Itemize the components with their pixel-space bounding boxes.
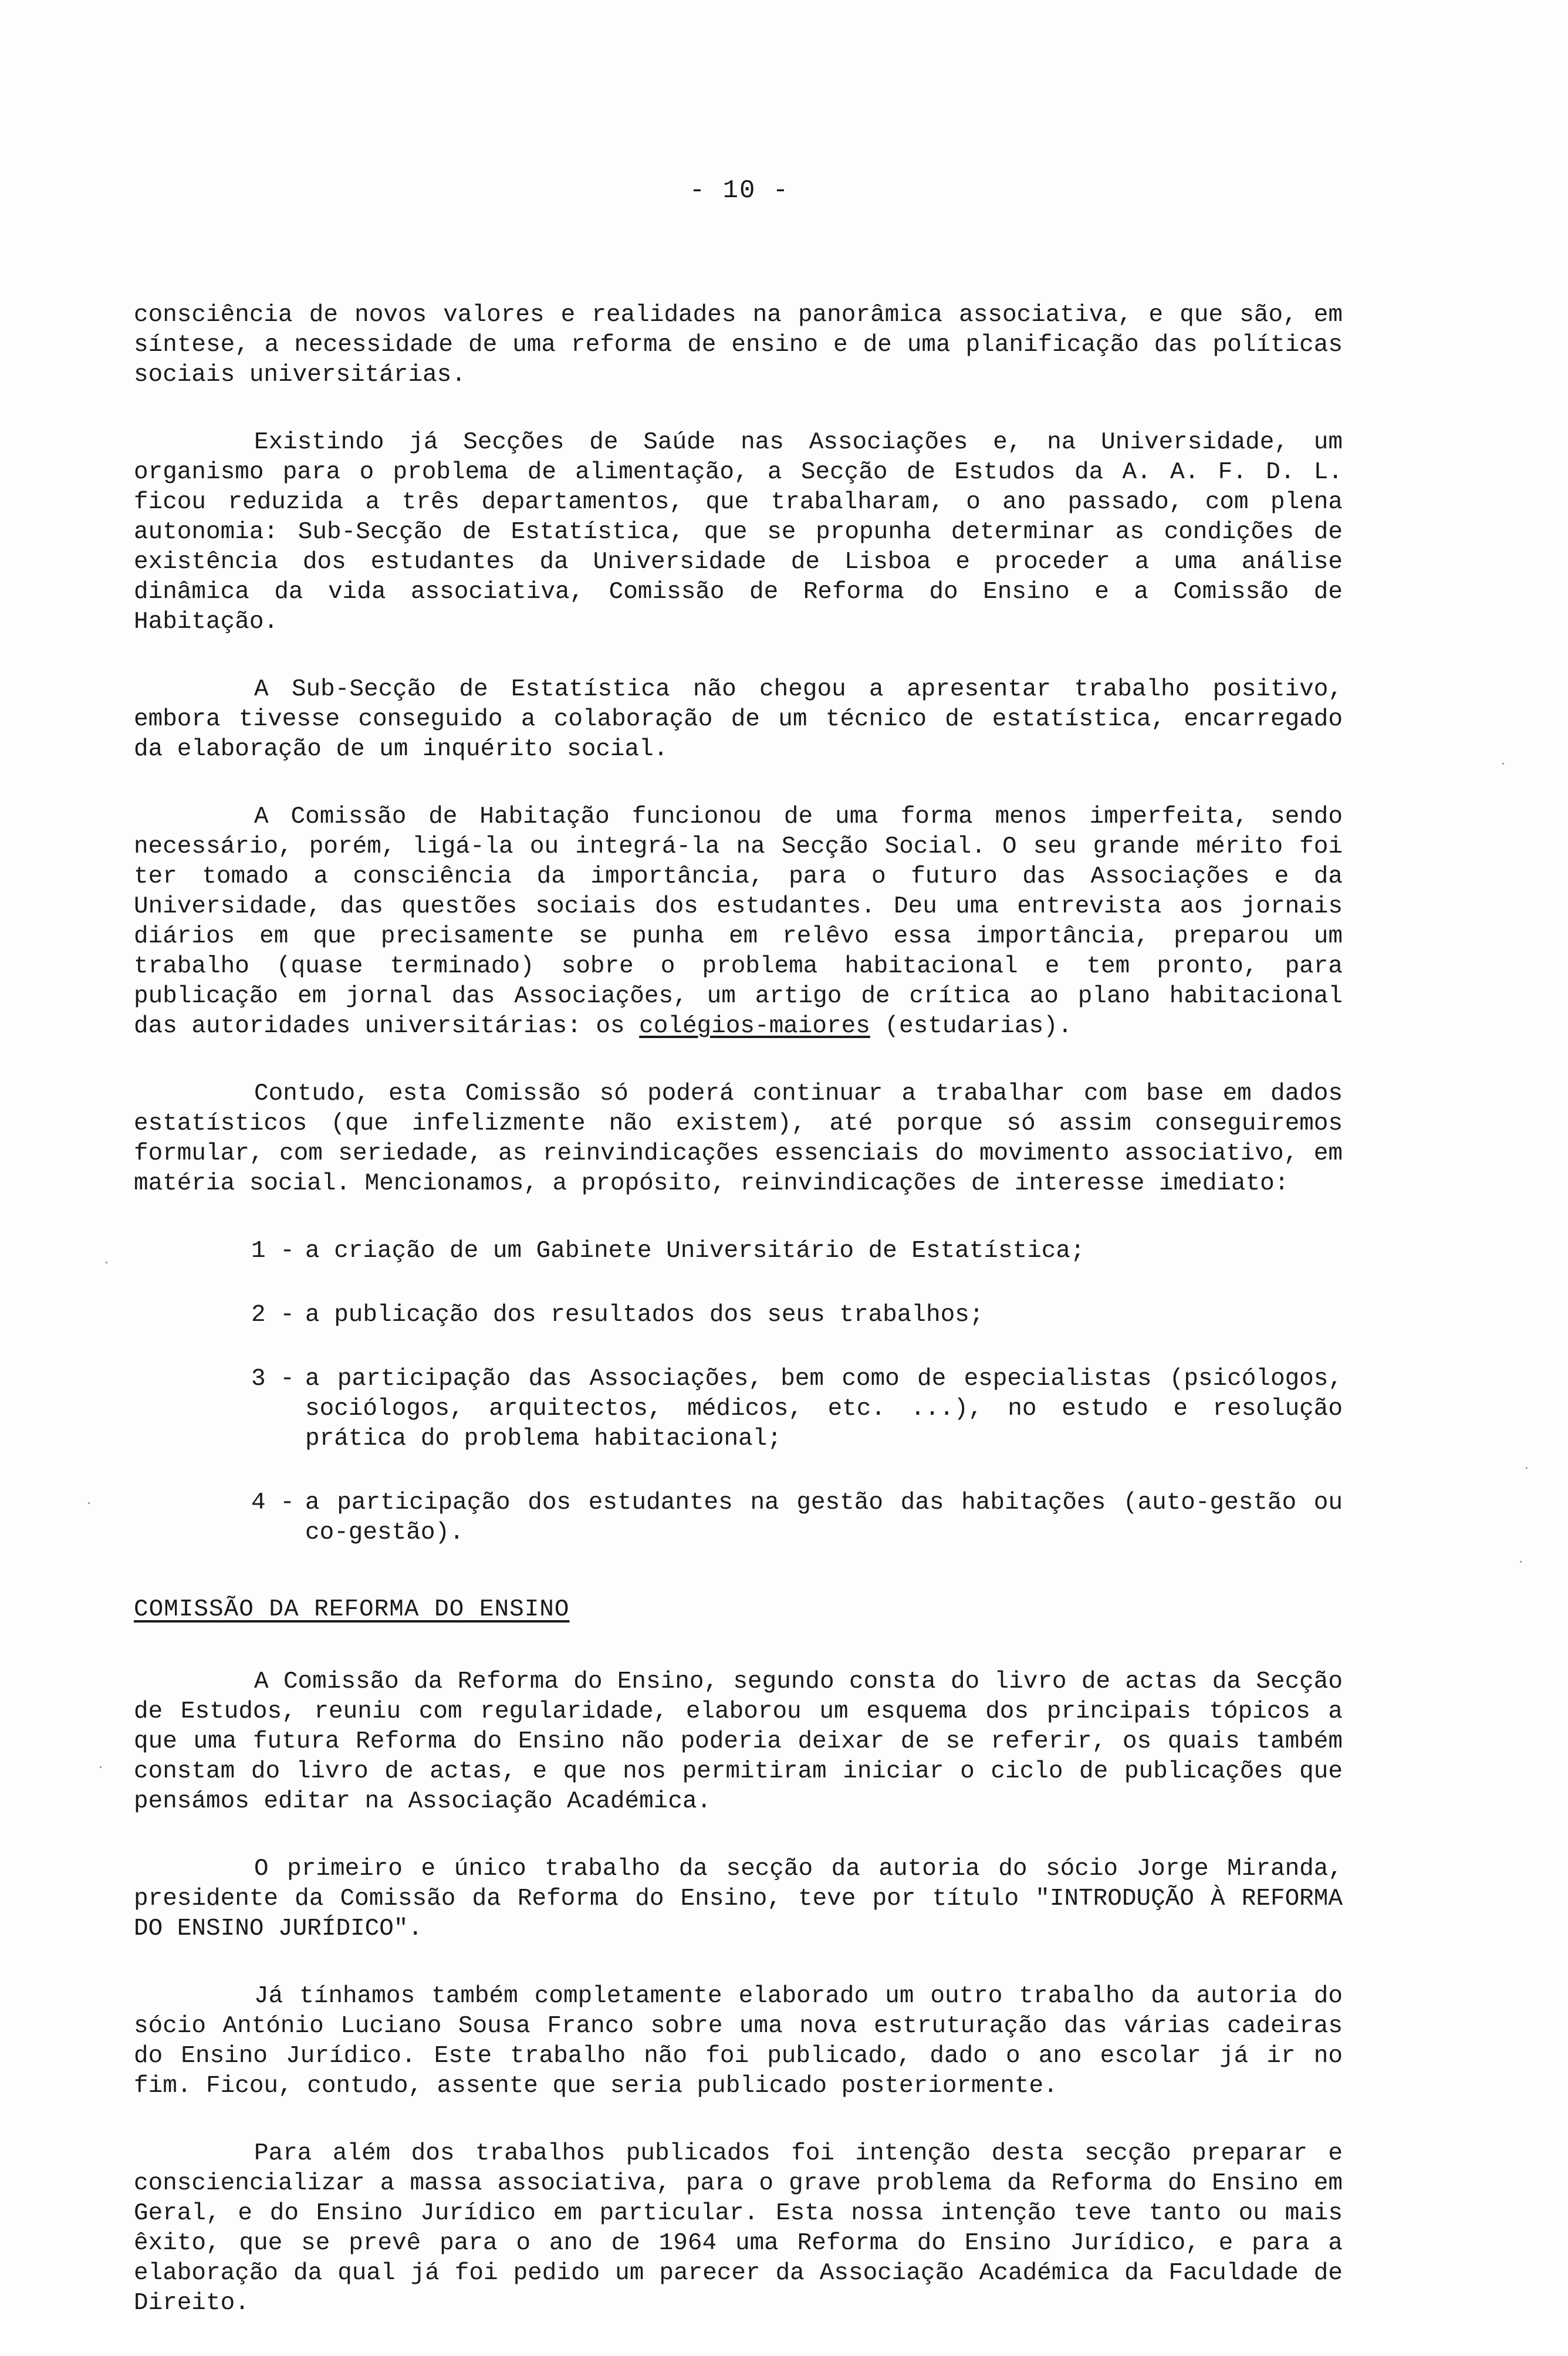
page-number: - 10 - [689,176,790,205]
scan-speck [1502,763,1504,765]
list-item-text: a participação dos estudantes na gestão das habitações (auto-gestão ou co-gestão). [305,1489,1343,1546]
scan-speck [1520,1561,1522,1563]
list-item-text: a participação das Associações, bem como de especialistas (psicólogos, sociólogos, arquitectos, médicos, etc. ...), no estudo e resolução prática do problema habitacional; [305,1365,1343,1452]
list-item [134,1236,1343,1266]
list-item [134,1488,1343,1548]
list-item-text: a criação de um Gabinete Universitário de Estatística; [305,1238,1085,1265]
housing-text-before: A Comissão de Habitação funcionou de uma forma menos imperfeita, sendo necessário, porém, ligá-la ou integrá-la na Secção Social. O seu grande mérito foi ter tomado a consciência da importância, para o futuro das Associações e da Universidade, das questões sociais dos estudantes. Deu uma entrevista aos jornais diários em que precisamente se punha em relêvo essa importância, preparou um trabalho (quase terminado) sobre o problema habitacional e tem pronto, para publicação em jornal das Associações, um artigo de crítica ao plano habitacional das autoridades universitárias: os [134,803,1343,1040]
scan-speck [100,1766,102,1768]
list-item-number: 2 - [251,1302,295,1329]
paragraph-reform-commission: A Comissão da Reforma do Ensino, segundo consta do livro de actas da Secção de Estudos, reuniu com regularidade, elaborou um esquema dos principais tópicos a que uma futura Reforma do Ensino não poderia deixar de se referir, os quais também constam do livro de actas, e que nos permitiram iniciar o ciclo de publicações que pensámos editar na Associação Académica. [134,1668,1343,1815]
list-item-number: 3 - [251,1365,295,1392]
scan-speck [106,1262,107,1263]
demands-list [134,1236,1343,1548]
scan-speck [1526,1467,1528,1469]
section-heading-reforma-ensino: COMISSÃO DA REFORMA DO ENSINO [134,1596,570,1623]
list-item-number: 4 - [251,1489,295,1516]
paragraph-study-section-departments: Existindo já Secções de Saúde nas Associações e, na Universidade, um organismo para o problema de alimentação, a Secção de Estudos da A. A. F. D. L. ficou reduzida a três departamentos, que trabalharam, o ano passado, com plena autonomia: Sub-Secção de Estatística, que se propunha determinar as condições de existência dos estudantes da Universidade de Lisboa e proceder a uma análise dinâmica da vida associativa, Comissão de Reforma do Ensino e a Comissão de Habitação. [134,429,1343,636]
document-body [134,300,1343,2356]
housing-text-after: (estudarias). [870,1013,1073,1040]
paragraph-first-work: O primeiro e único trabalho da secção da autoria do sócio Jorge Miranda, presidente da Comissão da Reforma do Ensino, teve por título "INTRODUÇÃO À REFORMA DO ENSINO JURÍDICO". [134,1855,1343,1942]
list-item-text: a publicação dos resultados dos seus trabalhos; [305,1302,984,1329]
paragraph-housing-commission [134,802,1343,1042]
list-item-number: 1 - [251,1238,295,1265]
underlined-colegios-maiores: colégios-maiores [639,1013,870,1040]
paragraph-statistics-subsection: A Sub-Secção de Estatística não chegou a apresentar trabalho positivo, embora tivesse conseguido a colaboração de um técnico de estatística, encarregado da elaboração de um inquérito social. [134,676,1343,763]
paragraph-commission-continuation: Contudo, esta Comissão só poderá continuar a trabalhar com base em dados estatísticos (que infelizmente não existem), até porque só assim conseguiremos formular, com seriedade, as reinvindicações essenciais do movimento associativo, em matéria social. Mencionamos, a propósito, reinvindicações de interesse imediato: [134,1080,1343,1197]
list-item [134,1300,1343,1330]
list-item [134,1364,1343,1454]
paragraph-intro-continuation: consciência de novos valores e realidades na panorâmica associativa, e que são, em síntese, a necessidade de uma reforma de ensino e de uma planificação das políticas sociais universitárias. [134,302,1343,388]
paragraph-second-work: Já tínhamos também completamente elaborado um outro trabalho da autoria do sócio António Luciano Sousa Franco sobre uma nova estruturação das várias cadeiras do Ensino Jurídico. Este trabalho não foi publicado, dado o ano escolar já ir no fim. Ficou, contudo, assente que seria publicado posteriormente. [134,1983,1343,2100]
paragraph-awareness: Para além dos trabalhos publicados foi intenção desta secção preparar e consciencializar a massa associativa, para o grave problema da Reforma do Ensino em Geral, e do Ensino Jurídico em particular. Esta nossa intenção teve tanto ou mais êxito, que se prevê para o ano de 1964 uma Reforma do Ensino Jurídico, e para a elaboração da qual já foi pedido um parecer da Associação Académica da Faculdade de Direito. [134,2140,1343,2317]
scan-speck [88,1502,90,1504]
